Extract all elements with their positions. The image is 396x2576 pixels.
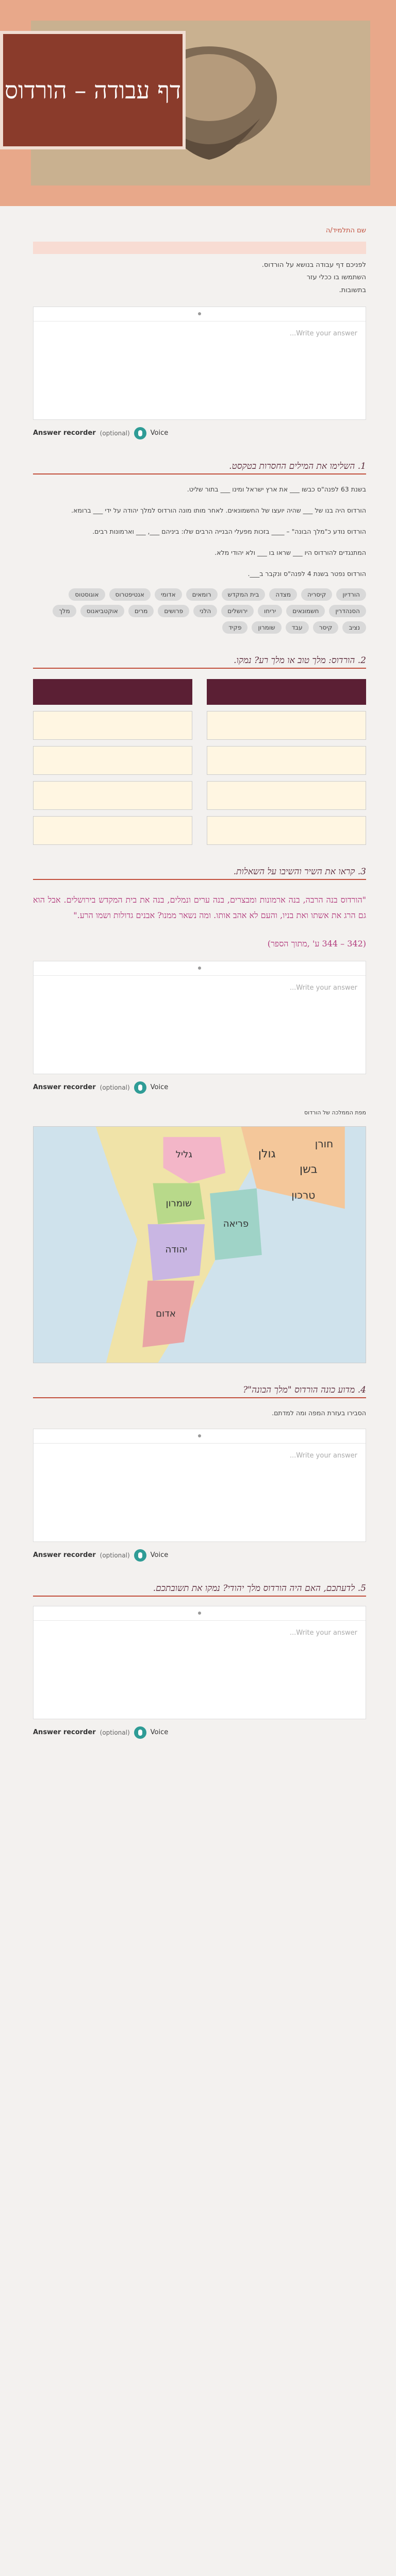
word-bank — [33, 588, 366, 634]
recorder-optional: (optional) — [100, 1728, 130, 1736]
answer-input[interactable]: Write your answer... — [289, 1451, 357, 1460]
recorder-optional: (optional) — [100, 1083, 130, 1091]
answer-recorder — [33, 1726, 366, 1739]
poem-source: (342 – 344 ע' ,מתוך הספר) — [267, 938, 366, 948]
intro-line: השתמשו בו ככלי עזר — [306, 274, 366, 282]
table-cell[interactable] — [207, 711, 366, 740]
column-a — [207, 679, 366, 845]
word-bank-chip[interactable]: מרים — [128, 605, 154, 617]
word-bank-chip[interactable]: אנטיפטרוס — [109, 588, 151, 601]
map-region-label: גליל — [175, 1149, 192, 1160]
word-bank-chip[interactable]: הלני — [193, 605, 217, 617]
answer-toolbar — [34, 307, 366, 321]
answer-toolbar — [34, 961, 366, 976]
answer-input[interactable]: Write your answer... — [289, 329, 357, 337]
title-box — [0, 31, 186, 149]
student-name-label: שם התלמיד/ה — [325, 227, 366, 234]
toolbar-dot-icon — [198, 1612, 201, 1615]
word-bank-chip[interactable]: אוקטביאנוס — [80, 605, 124, 617]
answer-recorder — [33, 427, 366, 439]
recorder-optional: (optional) — [100, 1551, 130, 1559]
q1-paragraph: המתנגדים להורדוס היו ___ שראו בו ___ ולא יהודי מלא. — [214, 548, 366, 556]
answer-toolbar — [34, 1606, 366, 1621]
two-column-table — [33, 679, 366, 845]
q1-paragraph: הורדוס נודע כ"מלך הבונה" – ____ בזכות מפעלי הבנייה הרבים שלו: ביניהם ___, ___ וארמונות רבים. — [92, 527, 366, 535]
recorder-label: Answer recorder — [33, 1551, 96, 1560]
word-bank-chip[interactable]: בית המקדש — [222, 588, 266, 601]
word-bank-chip[interactable]: אוגוסטוס — [69, 588, 105, 601]
answer-input[interactable]: Write your answer... — [289, 984, 357, 992]
voice-button[interactable]: Voice — [150, 429, 169, 437]
word-bank-chip[interactable]: שומרון — [252, 621, 281, 634]
map-region-label: טרכון — [291, 1189, 316, 1201]
word-bank-chip[interactable]: ירושלים — [221, 605, 254, 617]
answer-recorder — [33, 1549, 366, 1562]
voice-button[interactable]: Voice — [150, 1728, 169, 1737]
table-cell[interactable] — [207, 746, 366, 775]
answer-input[interactable]: Write your answer... — [289, 1629, 357, 1637]
word-bank-chip[interactable]: קיסריה — [301, 588, 332, 601]
word-bank-chip[interactable]: הסנהדרין — [329, 605, 366, 617]
answer-box — [33, 307, 366, 420]
map-region-label: יהודה — [165, 1244, 187, 1255]
name-underline — [33, 242, 366, 254]
map-region-label: שומרון — [166, 1198, 192, 1209]
voice-button[interactable]: Voice — [150, 1551, 169, 1560]
table-cell[interactable] — [207, 781, 366, 810]
mic-icon[interactable] — [134, 1726, 146, 1739]
table-cell[interactable] — [33, 781, 192, 810]
word-bank-chip[interactable]: פקיד — [222, 621, 248, 634]
hero-banner — [0, 0, 396, 206]
q1-paragraph: הורדוס היה בנו של ___ שהיה יועצו של החשמונאים. לאחר מותו מונה הורדוס למלך יהודה על ידי ___ ברומא. — [71, 506, 366, 514]
table-cell[interactable] — [207, 816, 366, 845]
word-bank-chip[interactable]: חשמונאים — [286, 605, 325, 617]
voice-button[interactable]: Voice — [150, 1083, 169, 1092]
kingdom-map — [33, 1126, 366, 1363]
toolbar-dot-icon — [198, 312, 201, 315]
toolbar-dot-icon — [198, 967, 201, 970]
answer-box — [33, 1429, 366, 1542]
word-bank-chip[interactable]: מלך — [53, 605, 76, 617]
toolbar-dot-icon — [198, 1434, 201, 1437]
table-cell[interactable] — [33, 711, 192, 740]
q1-paragraph: הורדוס נפטר בשנת 4 לפנה"ס ונקבר ב___. — [248, 569, 366, 578]
column-a-header — [207, 679, 366, 705]
table-cell[interactable] — [33, 746, 192, 775]
answer-box — [33, 961, 366, 1074]
map-region-label: אדום — [156, 1308, 176, 1319]
map-region-label: גולן — [258, 1147, 276, 1161]
recorder-label: Answer recorder — [33, 1083, 96, 1092]
word-bank-chip[interactable]: הורדיון — [336, 588, 366, 601]
word-bank-chip[interactable]: יריחו — [258, 605, 282, 617]
answer-box — [33, 1606, 366, 1719]
word-bank-chip[interactable]: אדומי — [155, 588, 182, 601]
word-bank-chip[interactable]: עבד — [286, 621, 309, 634]
question-3-title: 3. קראו את השיר והשיבו על השאלות. — [33, 867, 366, 880]
poem-text: "הורדוס בנה הרבה, בנה ארמונות ומבצרים, בנה ערים ונמלים, בנה את בית המקדש בירושלים. אבל הוא גם הרג את אשתו ואת בניו, והעם לא אהב אותו. ומה נשאר ממנו? אבנים גדולות ושמו הרע." — [33, 894, 367, 921]
question-4-title: 4. מדוע כונה הורדוס "מלך הבונה"? — [33, 1385, 366, 1398]
map-region-label: חורן — [315, 1137, 334, 1150]
map-region-label: פריאה — [223, 1218, 249, 1230]
intro-line: לפניכם דף עבודה בנושא על הורדוס. — [261, 261, 366, 269]
word-bank-chip[interactable]: נציב — [342, 621, 366, 634]
word-bank-chip[interactable]: פרושים — [158, 605, 189, 617]
map-caption: מפת הממלכה של הורדוס — [304, 1109, 366, 1116]
mic-icon[interactable] — [134, 1549, 146, 1562]
recorder-label: Answer recorder — [33, 1728, 96, 1737]
question-2-title: 2. הורדוס: מלך טוב או מלך רע? נמקו. — [33, 655, 366, 669]
word-bank-chip[interactable]: קיסר — [313, 621, 339, 634]
mic-icon[interactable] — [134, 427, 146, 439]
table-cell[interactable] — [33, 816, 192, 845]
column-b-header — [33, 679, 192, 705]
intro-line: בתשובות. — [339, 286, 366, 295]
word-bank-chip[interactable]: רומאים — [186, 588, 218, 601]
mic-icon[interactable] — [134, 1081, 146, 1094]
q1-paragraph: בשנת 63 לפנה"ס כבשו ___ את ארץ ישראל ומינו ___ בתור שליט. — [187, 485, 366, 493]
recorder-label: Answer recorder — [33, 429, 96, 437]
word-bank-chip[interactable]: מצדה — [269, 588, 297, 601]
answer-recorder — [33, 1081, 366, 1094]
answer-toolbar — [34, 1429, 366, 1444]
page-title: דף עבודה – הורדוס — [4, 76, 182, 104]
recorder-optional: (optional) — [100, 429, 130, 437]
question-1-title: 1. השלימו את המילים החסרות בטקסט. — [33, 461, 366, 474]
question-4-sub: הסבירו בעזרת המפה ומה למדתם. — [272, 1409, 366, 1417]
question-5-title: 5. לדעתכם, האם היה הורדוס מלך יהודי? נמקו את תשובתכם. — [33, 1583, 366, 1597]
map-region-label: בשן — [300, 1163, 318, 1176]
column-b — [33, 679, 192, 845]
